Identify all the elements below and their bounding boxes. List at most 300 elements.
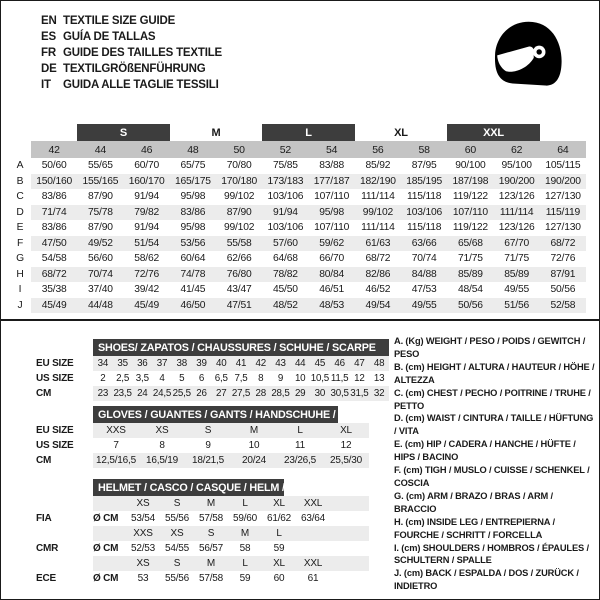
- measure-cell: 91/94: [134, 191, 160, 203]
- row-letter: F: [16, 237, 24, 249]
- unit-spacer: [93, 556, 126, 571]
- measure-cell: 53/56: [180, 237, 206, 249]
- measure-row-i: [9, 282, 586, 298]
- helmet-size-cell: M: [240, 528, 250, 539]
- helmet-ece-sizes-row: [36, 556, 369, 571]
- lang-code: EN: [41, 15, 57, 27]
- measure-cell: 68/72: [365, 253, 391, 265]
- measure-cell: 37/40: [87, 284, 113, 296]
- helmet-value-cell: 53: [137, 573, 149, 584]
- glove-size-cell: S: [204, 425, 212, 436]
- racing-helmet-icon: [485, 13, 569, 101]
- helmet-value-cell: [296, 541, 330, 556]
- helmet-value-cell: 57/58: [198, 573, 224, 584]
- standard-label: FIA: [36, 513, 52, 524]
- helmet-size-cell: M: [206, 498, 216, 509]
- shoe-size-cell: 41: [235, 358, 247, 369]
- measure-cell: 49/52: [87, 237, 113, 249]
- measure-cell: 43/47: [226, 284, 252, 296]
- measure-cell: 119/122: [452, 222, 488, 234]
- glove-size-cell: 7: [113, 440, 119, 451]
- measure-cell: 91/94: [272, 206, 298, 218]
- row-letter: C: [16, 191, 24, 203]
- row-values: [31, 251, 586, 267]
- band-xxl: XXL: [447, 124, 540, 141]
- measure-cell: 72/76: [550, 253, 576, 265]
- shoe-size-cell: 24: [137, 388, 148, 399]
- diameter-unit: Ø CM: [93, 513, 119, 524]
- measure-row-f: [9, 236, 586, 252]
- size-bands: [31, 124, 586, 141]
- helmet-size-cell: M: [206, 558, 216, 569]
- measure-cell: 85/89: [504, 268, 530, 280]
- measure-cell: 68/72: [41, 268, 67, 280]
- measure-cell: 99/102: [362, 206, 394, 218]
- size-number: 46: [140, 143, 153, 156]
- measure-cell: 76/80: [226, 268, 252, 280]
- row-values: [31, 236, 586, 252]
- helmet-value-cell: 63/64: [300, 513, 326, 524]
- band-spacer: [31, 124, 77, 141]
- measure-cell: 83/86: [41, 222, 67, 234]
- shoe-size-cell: 4: [159, 373, 165, 384]
- measure-cell: 127/130: [544, 191, 581, 203]
- shoe-size-cell: 6,5: [214, 373, 228, 384]
- measure-cell: 46/51: [319, 284, 345, 296]
- shoe-size-cell: 28,5: [271, 388, 290, 399]
- legend-item-i: I. (cm) SHOULDERS / HOMBROS / ÉPAULES / SCHULTERN / SPALLE: [394, 542, 589, 566]
- row-values: [93, 556, 369, 571]
- shoe-size-cell: 9: [277, 373, 284, 384]
- shoes-us-row: [36, 371, 389, 386]
- glove-size-cell: L: [297, 425, 303, 436]
- glove-size-cell: 12: [340, 440, 352, 451]
- helmet-value-cell: 56/57: [198, 543, 224, 554]
- measure-cell: 87/90: [87, 191, 113, 203]
- shoe-size-cell: 36: [137, 358, 148, 369]
- measure-cell: 80/84: [319, 268, 345, 280]
- diameter-unit: Ø CM: [93, 543, 119, 554]
- row-values: [31, 189, 586, 205]
- measure-cell: 173/183: [267, 175, 304, 187]
- shoe-size-cell: 45: [314, 358, 326, 369]
- shoes-eu-row: [36, 356, 389, 371]
- shoe-size-cell: 10: [294, 373, 306, 384]
- helmet-size-cell: XS: [170, 528, 184, 539]
- row-letter: D: [16, 206, 24, 218]
- size-number: 62: [510, 143, 523, 156]
- helmet-fia-sizes-row: [36, 496, 369, 511]
- measure-cell: 115/119: [545, 206, 581, 218]
- measure-cell: 160/170: [128, 175, 165, 187]
- helmet-value-cell: 59/60: [232, 513, 258, 524]
- row-values: [93, 356, 389, 371]
- measure-cell: 55/65: [87, 160, 113, 172]
- legend-item-f: F. (cm) TIGH / MUSLO / CUISSE / SCHENKEL / COSCIA: [394, 465, 590, 488]
- measure-cell: 70/74: [411, 253, 437, 265]
- measure-cell: 82/86: [365, 268, 391, 280]
- measure-cell: 65/75: [180, 160, 206, 172]
- row-letter: I: [18, 284, 22, 296]
- measure-cell: 49/55: [504, 284, 530, 296]
- glove-size-cell: 10: [248, 440, 260, 451]
- legend-item-c: C. (cm) CHEST / PECHO / POITRINE / TRUHE / PETTO: [394, 387, 591, 411]
- measure-cell: 123/126: [498, 222, 535, 234]
- measure-row-j: [9, 298, 586, 314]
- measure-row-g: [9, 251, 586, 267]
- row-values: [93, 453, 369, 468]
- measure-cell: 83/88: [319, 160, 345, 172]
- measure-cell: 105/115: [545, 160, 581, 172]
- measure-cell: 45/49: [41, 299, 67, 311]
- measure-cell: 46/50: [180, 299, 206, 311]
- lang-code: FR: [41, 47, 56, 59]
- helmet-size-cell: XS: [136, 498, 150, 509]
- measure-cell: 47/51: [226, 299, 252, 311]
- shoe-size-cell: 3,5: [135, 373, 149, 384]
- helmet-size-cell: S: [207, 528, 215, 539]
- shoe-size-cell: 7,5: [234, 373, 248, 384]
- measure-cell: 48/52: [272, 299, 298, 311]
- lang-row-de: [41, 61, 222, 77]
- lang-row-it: [41, 77, 222, 93]
- measure-cell: 165/175: [174, 175, 211, 187]
- helmet-value-cell: 52/53: [130, 543, 156, 554]
- measure-cell: 127/130: [544, 222, 581, 234]
- row-letter: H: [16, 268, 24, 280]
- gloves-eu-row: [36, 423, 369, 438]
- helmet-size-cell: L: [242, 498, 248, 509]
- measure-cell: 71/74: [41, 206, 67, 218]
- legend-item-d: D. (cm) WAIST / CINTURA / TAILLE / HÜFTUNG / VITA: [394, 413, 594, 437]
- shoe-size-cell: 11,5: [330, 373, 349, 384]
- measure-cell: 45/50: [272, 284, 298, 296]
- measure-cell: 78/82: [272, 268, 298, 280]
- measure-cell: 74/78: [180, 268, 206, 280]
- helmet-size-cell: S: [173, 498, 181, 509]
- shoe-size-cell: 13: [373, 373, 385, 384]
- shoe-size-cell: 10,5: [310, 373, 330, 384]
- shoe-size-cell: 31,5: [350, 388, 369, 399]
- measure-cell: 85/92: [365, 160, 391, 172]
- shoe-size-cell: 27: [216, 388, 227, 399]
- glove-size-cell: 23/26,5: [284, 455, 316, 466]
- shoe-size-cell: 2: [100, 373, 106, 384]
- measure-cell: 48/54: [457, 284, 483, 296]
- row-letter: A: [16, 160, 24, 172]
- corner-spacer: [9, 141, 31, 158]
- measure-cell: 67/70: [504, 237, 530, 249]
- glove-size-cell: 25,5/30: [330, 455, 362, 466]
- helmet-value-cell: 61: [307, 573, 319, 584]
- legend-item-e: E. (cm) HIP / CADERA / HANCHE / HÜFTE / HIPS / BACINO: [394, 439, 576, 463]
- row-values: [93, 438, 369, 453]
- measure-cell: 170/180: [221, 175, 258, 187]
- measure-cell: 48/53: [319, 299, 345, 311]
- glove-size-cell: XL: [340, 425, 352, 436]
- size-number-header: [9, 141, 586, 158]
- measure-cell: 155/165: [82, 175, 119, 187]
- row-values: [31, 298, 586, 314]
- shoe-size-cell: 27,5: [231, 388, 251, 399]
- helmet-value-cell: 53/54: [130, 513, 156, 524]
- band-l: L: [262, 124, 355, 141]
- row-label: US SIZE: [36, 440, 74, 451]
- measure-cell: 55/58: [226, 237, 252, 249]
- row-values: [93, 423, 369, 438]
- shoe-size-cell: 38: [176, 358, 188, 369]
- row-values: [31, 174, 586, 190]
- lang-row-es: [41, 29, 222, 45]
- helmet-value-cell: 54/55: [164, 543, 190, 554]
- glove-size-cell: 11: [295, 440, 305, 451]
- size-number: 60: [464, 143, 477, 156]
- shoe-size-cell: 6: [198, 373, 205, 384]
- measure-cell: 87/90: [87, 222, 113, 234]
- band-xl: XL: [394, 126, 408, 139]
- measure-cell: 177/187: [313, 175, 350, 187]
- row-label: US SIZE: [36, 373, 74, 384]
- shoe-size-cell: 46: [334, 358, 345, 369]
- measure-cell: 58/62: [134, 253, 160, 265]
- measure-cell: 185/195: [406, 175, 443, 187]
- measure-cell: 44/48: [87, 299, 113, 311]
- gloves-title-bar: GLOVES / GUANTES / GANTS / HANDSCHUHE / GUANTI: [93, 406, 338, 423]
- shoe-size-cell: 5: [179, 373, 185, 384]
- measure-cell: 64/68: [272, 253, 298, 265]
- measure-cell: 46/52: [365, 284, 391, 296]
- measure-cell: 119/122: [452, 191, 488, 203]
- measure-cell: 190/200: [498, 175, 535, 187]
- shoe-size-cell: 37: [156, 358, 168, 369]
- helmet-size-cell: XL: [273, 498, 285, 509]
- row-letter: J: [17, 299, 23, 311]
- measure-cell: 90/100: [455, 160, 486, 172]
- measure-cell: 57/60: [272, 237, 298, 249]
- lang-title: GUIDA ALLE TAGLIE TESSILI: [63, 79, 219, 91]
- helmet-value-cell: 59: [273, 543, 285, 554]
- row-values: [93, 541, 369, 556]
- legend-item-j: J. (cm) BACK / ESPALDA / DOS / ZURÜCK / INDIETRO: [394, 568, 579, 592]
- helmet-ece-values-row: [36, 571, 369, 586]
- shoe-size-cell: 26: [196, 388, 207, 399]
- glove-size-cell: 16,5/19: [146, 455, 178, 466]
- size-number: 54: [325, 143, 338, 156]
- shoe-size-cell: 30: [314, 388, 326, 399]
- measure-cell: 87/90: [226, 206, 252, 218]
- measure-cell: 107/110: [314, 222, 350, 234]
- measure-cell: 35/38: [41, 284, 67, 296]
- helmet-value-cell: 60: [273, 573, 285, 584]
- row-values: [31, 220, 586, 236]
- row-values: [31, 282, 586, 298]
- row-label: CM: [36, 455, 52, 466]
- row-values: [93, 371, 389, 386]
- row-letter: E: [16, 222, 24, 234]
- row-values: [93, 386, 389, 401]
- helmet-title-bar: HELMET / CASCO / CASQUE / HELM / CASCO: [93, 479, 284, 496]
- shoes-cm-row: [36, 386, 389, 401]
- shoes-title-bar: SHOES/ ZAPATOS / CHAUSSURES / SCHUHE / SCARPE: [93, 339, 389, 356]
- helmet-cmr-sizes-row: [36, 526, 369, 541]
- measure-cell: 41/45: [180, 284, 206, 296]
- lang-title: GUIDE DES TAILLES TEXTILE: [63, 47, 222, 59]
- helmet-value-cell: 55/56: [164, 513, 190, 524]
- lang-title: TEXTILE SIZE GUIDE: [63, 15, 176, 27]
- glove-size-cell: 8: [159, 440, 165, 451]
- measure-cell: 123/126: [498, 191, 535, 203]
- band-m: M: [211, 126, 221, 139]
- measure-cell: 39/42: [134, 284, 160, 296]
- row-values: [31, 205, 586, 221]
- legend-item-h: H. (cm) INSIDE LEG / ENTREPIERNA / FOURCHE / SCHRITT / FORCELLA: [394, 516, 555, 540]
- measure-cell: 54/58: [41, 253, 67, 265]
- row-values: [93, 511, 369, 526]
- shoe-size-cell: 23,5: [113, 388, 132, 399]
- measure-cell: 190/200: [544, 175, 581, 187]
- lang-code: IT: [41, 79, 51, 91]
- shoes-table: [36, 339, 389, 401]
- measure-cell: 65/68: [457, 237, 483, 249]
- lang-row-en: [41, 13, 222, 29]
- helmet-value-cell: 55/56: [164, 573, 190, 584]
- measure-cell: 51/54: [134, 237, 160, 249]
- helmet-value-cell: 61/62: [266, 513, 292, 524]
- measure-cell: 60/70: [134, 160, 160, 172]
- standard-label: ECE: [36, 573, 56, 584]
- shoe-size-cell: 2,5: [116, 373, 130, 384]
- measure-cell: 66/70: [319, 253, 345, 265]
- legend-item-b: B. (cm) HEIGHT / ALTURA / HAUTEUR / HÖHE / ALTEZZA: [394, 361, 595, 385]
- measure-cell: 68/72: [550, 237, 576, 249]
- measure-cell: 50/60: [41, 160, 67, 172]
- shoe-size-cell: 8: [258, 373, 264, 384]
- helmet-cmr-values-row: [36, 541, 369, 556]
- shoe-size-cell: 23: [97, 388, 109, 399]
- size-number: 64: [557, 143, 569, 156]
- helmet-size-cell: XXL: [303, 498, 323, 509]
- measure-row-b: [9, 174, 586, 190]
- size-number: 48: [187, 143, 199, 156]
- measure-cell: 115/118: [406, 191, 442, 203]
- measure-cell: 150/160: [36, 175, 73, 187]
- shoe-size-cell: 48: [373, 358, 385, 369]
- helmet-size-cell: XXS: [133, 528, 153, 539]
- shoe-size-cell: 47: [354, 358, 365, 369]
- shoe-size-cell: 35: [117, 358, 128, 369]
- measure-cell: 47/53: [411, 284, 437, 296]
- helmet-size-cell: L: [276, 528, 282, 539]
- measure-row-h: [9, 267, 586, 283]
- measure-cell: 51/56: [504, 299, 530, 311]
- row-values: [93, 526, 369, 541]
- helmet-value-cell: 57/58: [198, 513, 224, 524]
- shoe-size-cell: 32: [373, 388, 385, 399]
- measure-cell: 72/76: [134, 268, 160, 280]
- measure-cell: 70/74: [87, 268, 113, 280]
- lang-row-fr: [41, 45, 222, 61]
- measure-cell: 75/85: [272, 160, 298, 172]
- measure-cell: 84/88: [411, 268, 437, 280]
- shoe-size-cell: 29: [294, 388, 306, 399]
- measure-row-d: [9, 205, 586, 221]
- measure-cell: 95/98: [180, 191, 206, 203]
- measure-cell: 63/66: [411, 237, 437, 249]
- measure-row-e: [9, 220, 586, 236]
- measure-row-c: [9, 189, 586, 205]
- row-values: [93, 571, 369, 586]
- row-letter: B: [16, 175, 24, 187]
- shoe-size-cell: 44: [294, 358, 306, 369]
- measure-cell: 45/49: [134, 299, 160, 311]
- section-divider: [1, 319, 600, 321]
- band-spacer: [540, 124, 586, 141]
- measure-cell: 50/56: [457, 299, 483, 311]
- size-number: 44: [94, 143, 107, 156]
- measure-cell: 56/60: [87, 253, 113, 265]
- measure-cell: 111/114: [361, 191, 395, 203]
- row-label: [36, 526, 93, 541]
- size-band-row: [9, 124, 586, 141]
- measure-cell: 79/82: [134, 206, 160, 218]
- textile-size-table: [9, 124, 586, 313]
- helmet-size-cell: S: [173, 558, 181, 569]
- lang-code: DE: [41, 63, 57, 75]
- shoe-size-cell: 25,5: [172, 388, 191, 399]
- band-s: S: [77, 124, 170, 141]
- row-values: [93, 496, 369, 511]
- legend-item-a: A. (Kg) WEIGHT / PESO / POIDS / GEWITCH / PESO: [394, 336, 586, 359]
- measure-cell: 47/50: [41, 237, 67, 249]
- size-number: 52: [279, 143, 292, 156]
- helmet-value-cell: 58: [239, 543, 251, 554]
- measure-cell: 49/55: [411, 299, 437, 311]
- helmet-size-cell: L: [242, 558, 248, 569]
- measure-cell: 75/78: [87, 206, 113, 218]
- standard-label: CMR: [36, 543, 59, 554]
- shoe-size-cell: 28: [255, 388, 266, 399]
- measure-cell: 71/75: [504, 253, 530, 265]
- row-label: [36, 556, 93, 571]
- glove-size-cell: 12,5/16,5: [96, 455, 136, 466]
- row-label: CM: [36, 388, 52, 399]
- shoe-size-cell: 34: [97, 358, 109, 369]
- helmet-fia-values-row: [36, 511, 369, 526]
- measure-row-a: [9, 158, 586, 174]
- unit-spacer: [93, 526, 126, 541]
- helmet-value-cell: 59: [239, 573, 251, 584]
- row-values: [31, 267, 586, 283]
- measure-cell: 87/95: [411, 160, 437, 172]
- measure-cell: 103/106: [267, 191, 304, 203]
- measure-cell: 60/64: [180, 253, 206, 265]
- helmet-size-cell: XXL: [303, 558, 323, 569]
- measure-cell: 83/86: [41, 191, 67, 203]
- row-values: [31, 158, 586, 174]
- measure-cell: 62/66: [226, 253, 252, 265]
- lang-title: TEXTILGRÖßENFÜHRUNG: [63, 63, 206, 75]
- measure-cell: 107/110: [452, 206, 488, 218]
- measure-cell: 95/98: [319, 206, 345, 218]
- glove-size-cell: XS: [155, 425, 169, 436]
- measure-cell: 182/190: [359, 175, 396, 187]
- measure-cell: 87/91: [550, 268, 576, 280]
- measure-cell: 99/102: [223, 191, 255, 203]
- gloves-us-row: [36, 438, 369, 453]
- measure-cell: 70/80: [226, 160, 252, 172]
- unit-spacer: [93, 496, 126, 511]
- measure-cell: 49/54: [365, 299, 391, 311]
